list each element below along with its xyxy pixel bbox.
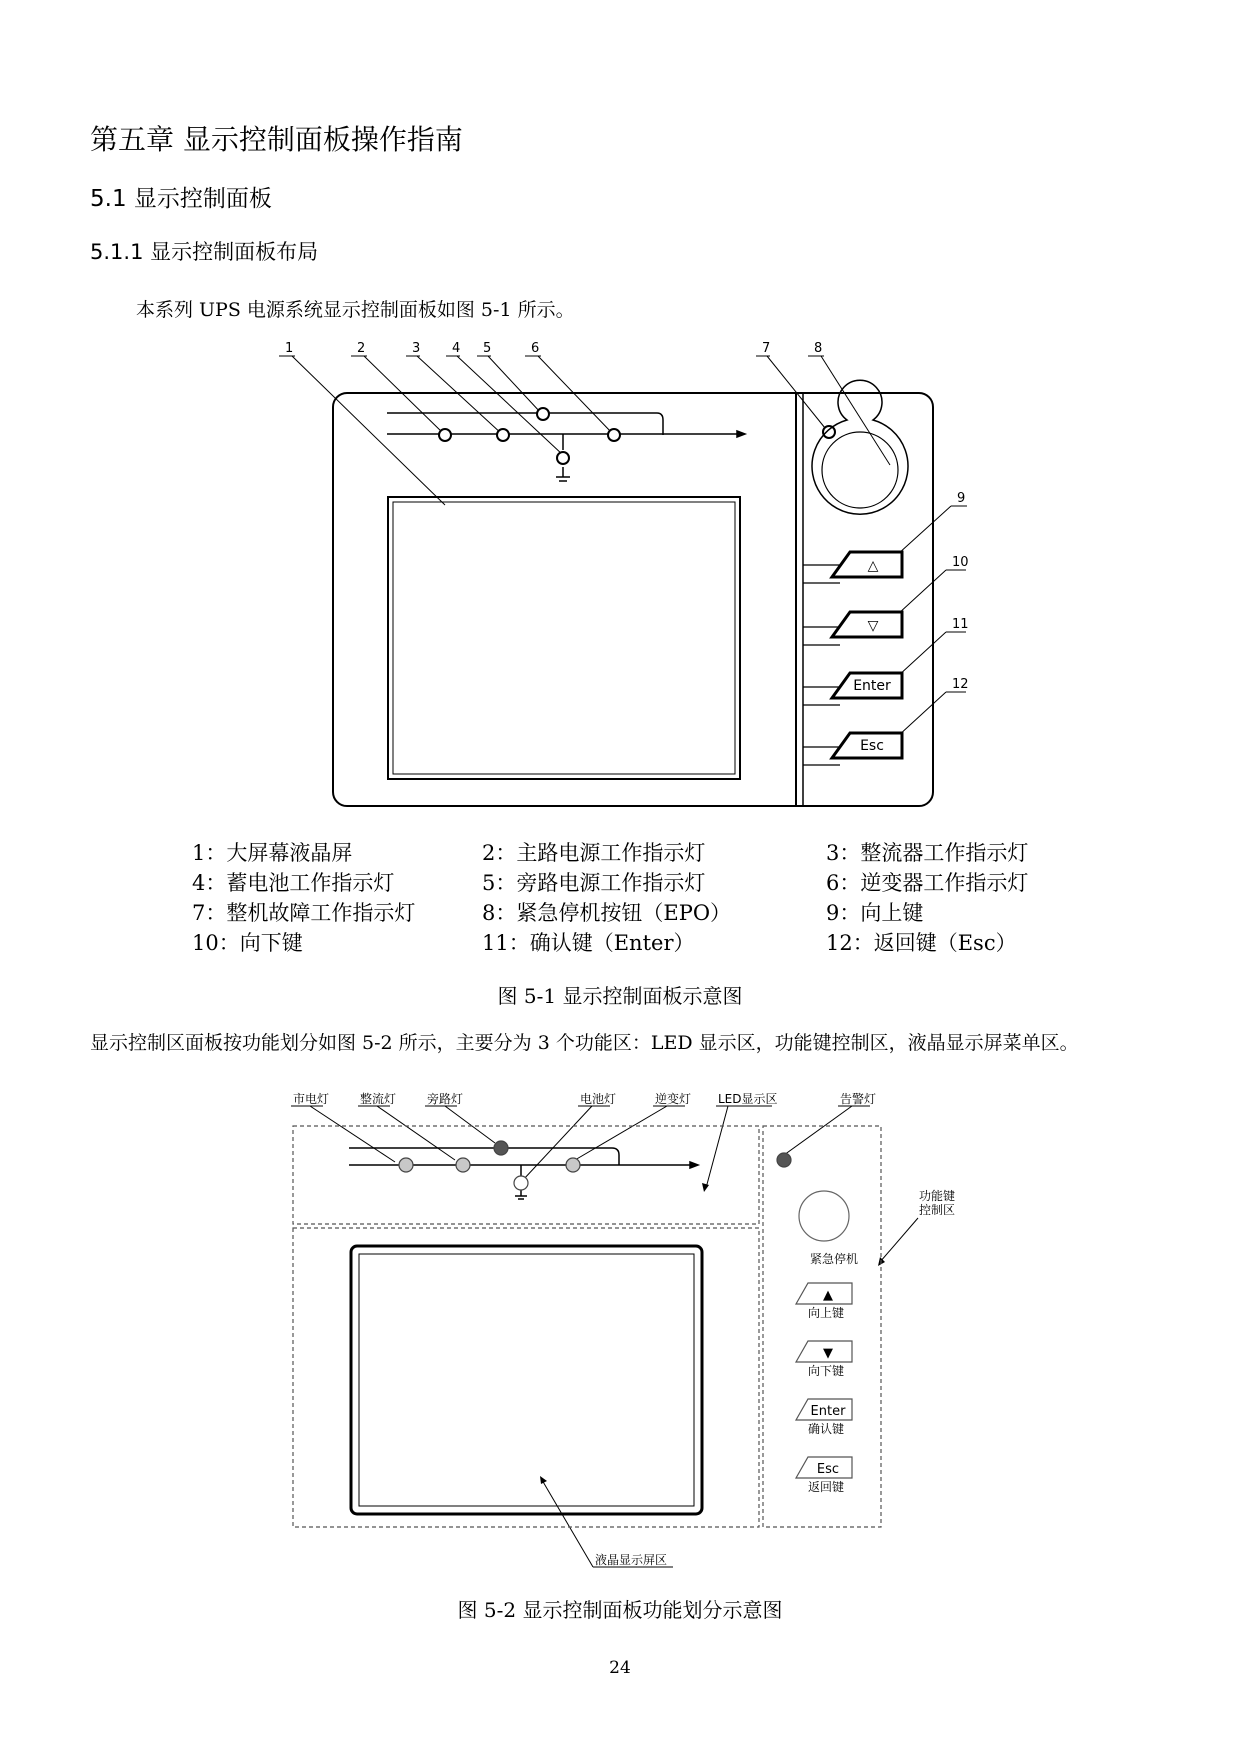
up-key-2-symbol: ▲: [823, 1288, 833, 1303]
legend-item: 4：蓄电池工作指示灯: [192, 871, 395, 895]
alarm-lamp: [777, 1153, 791, 1167]
legend-item: 1：大屏幕液晶屏: [192, 841, 353, 865]
figure-2-caption: 图 5-2 显示控制面板功能划分示意图: [457, 1598, 783, 1622]
label-alarm-lamp: 告警灯: [840, 1092, 877, 1106]
label-down-key: 向下键: [808, 1364, 845, 1378]
label-battery-lamp: 电池灯: [580, 1092, 617, 1106]
esc-key-2-label: Esc: [816, 1462, 840, 1477]
battery-lamp: [514, 1176, 528, 1190]
legend-item: 9：向上键: [826, 901, 924, 925]
subsection-title: 5.1.1 显示控制面板布局: [90, 240, 319, 264]
label-func-zone-1: 功能键: [919, 1189, 956, 1203]
up-key-symbol: △: [867, 558, 879, 574]
legend-item: 10：向下键: [192, 931, 303, 955]
legend-item: 12：返回键（Esc）: [826, 931, 1017, 955]
paragraph-function-zones: 显示控制区面板按功能划分如图 5-2 所示，主要分为 3 个功能区：LED 显示区，功能键控制区，液晶显示屏菜单区。: [90, 1032, 1079, 1054]
legend-item: 8：紧急停机按钮（EPO）: [482, 901, 732, 925]
label-rectifier-lamp: 整流灯: [360, 1092, 397, 1106]
label-mains-lamp: 市电灯: [293, 1092, 330, 1106]
callout-10: 10: [952, 555, 969, 570]
callout-11: 11: [952, 617, 969, 632]
label-lcd-zone: 液晶显示屏区: [595, 1553, 668, 1567]
legend-item: 11：确认键（Enter）: [482, 931, 695, 955]
section-title: 5.1 显示控制面板: [90, 186, 272, 212]
label-esc-key: 返回键: [808, 1480, 845, 1494]
label-func-zone-2: 控制区: [919, 1203, 956, 1217]
lcd-display: [351, 1246, 702, 1514]
label-inverter-lamp: 逆变灯: [655, 1092, 692, 1106]
callout-4: 4: [452, 341, 461, 356]
epo-button-2[interactable]: [799, 1191, 849, 1241]
label-led-zone: LED显示区: [718, 1092, 778, 1106]
figure-1-caption: 图 5-1 显示控制面板示意图: [497, 984, 743, 1008]
label-bypass-lamp: 旁路灯: [427, 1092, 464, 1106]
legend-item: 3：整流器工作指示灯: [826, 841, 1029, 865]
enter-key-2-label: Enter: [810, 1404, 846, 1419]
rectifier-lamp: [456, 1158, 470, 1172]
callout-9: 9: [957, 491, 966, 506]
callout-6: 6: [531, 341, 540, 356]
callout-7: 7: [762, 341, 771, 356]
chapter-title: 第五章 显示控制面板操作指南: [90, 123, 463, 156]
legend-item: 7：整机故障工作指示灯: [192, 901, 416, 925]
callout-8: 8: [814, 341, 823, 356]
enter-key-label: Enter: [853, 678, 891, 694]
label-up-key: 向上键: [808, 1306, 845, 1320]
label-enter-key: 确认键: [808, 1422, 845, 1436]
mains-lamp: [399, 1158, 413, 1172]
legend-item: 5：旁路电源工作指示灯: [482, 871, 706, 895]
lcd-menu-zone: [293, 1228, 759, 1527]
callout-1: 1: [285, 341, 294, 356]
esc-key-label: Esc: [860, 738, 884, 754]
callout-3: 3: [412, 341, 421, 356]
callout-12: 12: [952, 677, 969, 692]
intro-paragraph: 本系列 UPS 电源系统显示控制面板如图 5-1 所示。: [136, 299, 575, 321]
callout-2: 2: [357, 341, 366, 356]
legend-item: 6：逆变器工作指示灯: [826, 871, 1029, 895]
page-number: 24: [609, 1658, 631, 1678]
down-key-symbol: ▽: [867, 618, 879, 634]
bypass-lamp: [494, 1141, 508, 1155]
label-epo: 紧急停机: [810, 1252, 859, 1266]
callout-5: 5: [483, 341, 492, 356]
inverter-lamp: [566, 1158, 580, 1172]
legend-item: 2：主路电源工作指示灯: [482, 841, 706, 865]
down-key-2-symbol: ▼: [823, 1346, 833, 1361]
